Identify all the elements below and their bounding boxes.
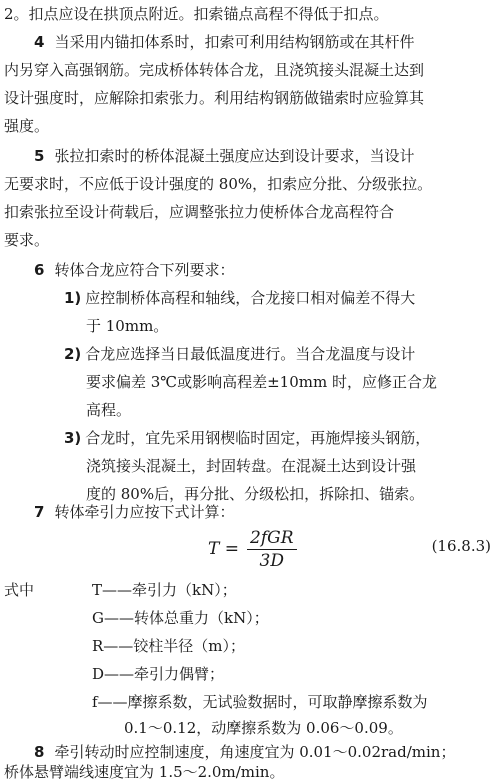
item-3-line: 3) 合龙时，宜先采用钢楔临时固定，再施焊接头钢筋，	[64, 429, 431, 447]
formula-numerator: 2fGR	[247, 528, 297, 550]
text-line: 强度。	[4, 117, 50, 135]
text-line: 桥体悬臂端线速度宜为 1.5～2.0m/min。	[4, 763, 285, 781]
clause-number: 5	[34, 147, 45, 165]
text-line: 扣索张拉至设计荷载后，应调整张拉力使桥体合龙高程符合	[4, 203, 395, 221]
text-line: 设计强度时，应解除扣索张力。利用结构钢筋做锚索时应验算其	[4, 89, 425, 107]
equation-number: (16.8.3)	[431, 537, 491, 555]
definition-f: f——摩擦系数，无试验数据时，可取静摩擦系数为	[92, 693, 428, 711]
item-2-line: 2) 合龙应选择当日最低温度进行。当合龙温度与设计	[64, 345, 416, 363]
formula-denominator: 3D	[259, 550, 284, 571]
item-number: 1)	[64, 289, 82, 307]
text-line: 2。扣点应设在拱顶点附近。扣索锚点高程不得低于扣点。	[4, 5, 389, 23]
clause-number: 8	[34, 743, 45, 761]
equation-16-8-3	[0, 525, 499, 573]
text-line: 度的 80%后，再分批、分级松扣，拆除扣、锚索。	[86, 485, 425, 503]
definition-T: T——牵引力（kN）；	[92, 581, 237, 599]
formula-fraction	[247, 528, 297, 571]
clause-number: 7	[34, 503, 45, 521]
text-line: 要求。	[4, 231, 50, 249]
text-line: 高程。	[86, 401, 132, 419]
text-line: 内另穿入高强钢筋。完成桥体转体合龙，且浇筑接头混凝土达到	[4, 61, 425, 79]
clause-number: 4	[34, 33, 45, 51]
text-line: 浇筑接头混凝土，封固转盘。在混凝土达到设计强	[86, 457, 417, 475]
where-line: 式中	[4, 581, 35, 599]
definition-D: D——牵引力偶臂；	[92, 665, 225, 683]
text-line: 要求偏差 3℃或影响高程差±10mm 时，应修正合龙	[86, 373, 437, 391]
clause-number: 6	[34, 261, 45, 279]
text-line: 0.1～0.12，动摩擦系数为 0.06～0.09。	[124, 719, 403, 737]
definition-G: G——转体总重力（kN）；	[92, 609, 269, 627]
item-1-line: 1) 应控制桥体高程和轴线，合龙接口相对偏差不得大	[64, 289, 416, 307]
item-number: 3)	[64, 429, 82, 447]
item-number: 2)	[64, 345, 82, 363]
formula	[208, 525, 297, 573]
text-line: 无要求时，不应低于设计强度的 80%，扣索应分批、分级张拉。	[4, 175, 433, 193]
definition-R: R——铰柱半径（m）；	[92, 637, 246, 655]
clause-7-line: 7 转体牵引力应按下式计算：	[34, 503, 235, 521]
formula-lhs: T =	[208, 539, 239, 559]
clause-4-line: 4 当采用内锚扣体系时，扣索可利用结构钢筋或在其杆件	[34, 33, 415, 51]
clause-6-line: 6 转体合龙应符合下列要求：	[34, 261, 235, 279]
text-line: 于 10mm。	[86, 317, 169, 335]
clause-8-line: 8 牵引转动时应控制速度，角速度宜为 0.01～0.02rad/min；	[34, 743, 456, 761]
clause-5-line: 5 张拉扣索时的桥体混凝土强度应达到设计要求，当设计	[34, 147, 415, 165]
